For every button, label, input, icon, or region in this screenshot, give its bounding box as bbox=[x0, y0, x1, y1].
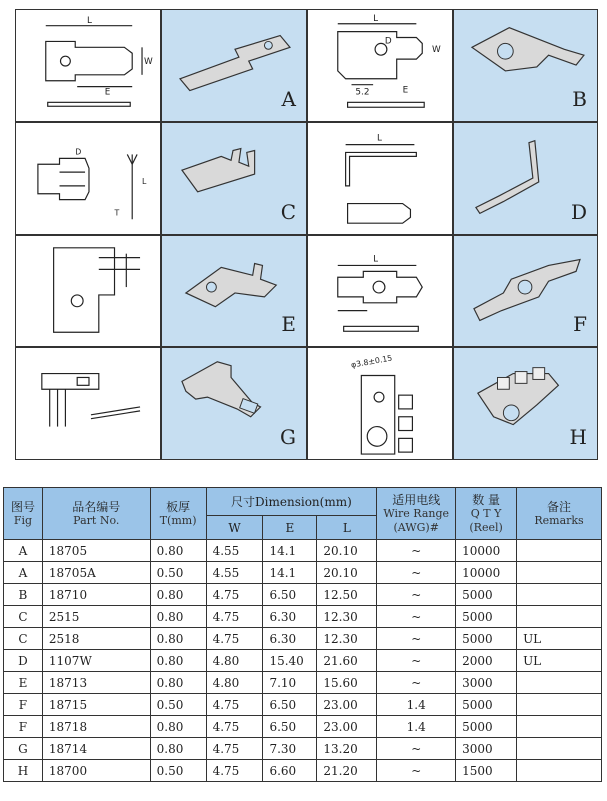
cell-qty: 5000 bbox=[456, 584, 517, 606]
cell-qty: 5000 bbox=[456, 628, 517, 650]
cell-e: 6.50 bbox=[263, 716, 317, 738]
table-row bbox=[4, 738, 602, 760]
cell-wire: ~ bbox=[377, 562, 456, 584]
photo-a bbox=[161, 9, 307, 122]
cell-l: 12.50 bbox=[317, 584, 377, 606]
cell-wire: ~ bbox=[377, 760, 456, 782]
drawing-g bbox=[15, 347, 161, 460]
cell-remarks bbox=[517, 540, 602, 562]
header-dimension: 尺寸Dimension(mm) bbox=[206, 488, 377, 516]
cell-w: 4.80 bbox=[206, 650, 263, 672]
cell-remarks bbox=[517, 760, 602, 782]
cell-part: 1107W bbox=[42, 650, 150, 672]
cell-w: 4.75 bbox=[206, 694, 263, 716]
cell-wire: ~ bbox=[377, 650, 456, 672]
figure-grid bbox=[15, 9, 598, 460]
cell-t: 0.80 bbox=[150, 584, 206, 606]
dim-label-hole: φ3.8±0.15 bbox=[350, 353, 393, 370]
dim-label-d-c: D bbox=[75, 147, 82, 157]
table-row bbox=[4, 628, 602, 650]
cell-remarks bbox=[517, 606, 602, 628]
cell-l: 23.00 bbox=[317, 694, 377, 716]
cell-t: 0.50 bbox=[150, 694, 206, 716]
cell-remarks bbox=[517, 694, 602, 716]
cell-qty: 5000 bbox=[456, 694, 517, 716]
drawing-d bbox=[307, 122, 453, 235]
header-fig: 图号 Fig bbox=[4, 488, 43, 540]
cell-t: 0.80 bbox=[150, 650, 206, 672]
cell-wire: ~ bbox=[377, 606, 456, 628]
figure-letter-e: E bbox=[281, 312, 296, 336]
cell-l: 21.20 bbox=[317, 760, 377, 782]
cell-w: 4.80 bbox=[206, 672, 263, 694]
drawing-e bbox=[15, 235, 161, 347]
cell-remarks bbox=[517, 584, 602, 606]
cell-fig: A bbox=[4, 562, 43, 584]
photo-e bbox=[161, 235, 307, 347]
cell-fig: D bbox=[4, 650, 43, 672]
cell-l: 21.60 bbox=[317, 650, 377, 672]
cell-remarks bbox=[517, 738, 602, 760]
cell-l: 20.10 bbox=[317, 562, 377, 584]
figure-letter-c: C bbox=[280, 200, 296, 224]
cell-t: 0.80 bbox=[150, 540, 206, 562]
cell-e: 14.1 bbox=[263, 562, 317, 584]
cell-t: 0.50 bbox=[150, 562, 206, 584]
cell-remarks bbox=[517, 562, 602, 584]
dim-label-l-d: L bbox=[377, 133, 382, 144]
cell-fig: A bbox=[4, 540, 43, 562]
cell-part: 18700 bbox=[42, 760, 150, 782]
figure-letter-d: D bbox=[570, 200, 587, 224]
cell-part: 18718 bbox=[42, 716, 150, 738]
cell-w: 4.75 bbox=[206, 606, 263, 628]
cell-remarks bbox=[517, 716, 602, 738]
drawing-b bbox=[307, 9, 453, 122]
figure-letter-b: B bbox=[572, 87, 587, 111]
table-row bbox=[4, 716, 602, 738]
table-row bbox=[4, 672, 602, 694]
cell-qty: 3000 bbox=[456, 672, 517, 694]
drawing-a bbox=[15, 9, 161, 122]
cell-l: 12.30 bbox=[317, 606, 377, 628]
photo-d bbox=[453, 122, 598, 235]
photo-b bbox=[453, 9, 598, 122]
cell-e: 15.40 bbox=[263, 650, 317, 672]
drawing-h bbox=[307, 347, 453, 460]
cell-w: 4.55 bbox=[206, 540, 263, 562]
cell-t: 0.50 bbox=[150, 760, 206, 782]
cell-e: 6.30 bbox=[263, 606, 317, 628]
cell-w: 4.75 bbox=[206, 584, 263, 606]
header-part-no: 品名编号 Part No. bbox=[42, 488, 150, 540]
photo-f bbox=[453, 235, 598, 347]
spec-table bbox=[3, 487, 602, 782]
cell-t: 0.80 bbox=[150, 716, 206, 738]
cell-e: 6.30 bbox=[263, 628, 317, 650]
header-qty: 数 量 Q T Y (Reel) bbox=[456, 488, 517, 540]
cell-e: 7.30 bbox=[263, 738, 317, 760]
photo-h bbox=[453, 347, 598, 460]
header-w: W bbox=[206, 516, 263, 540]
cell-l: 12.30 bbox=[317, 628, 377, 650]
cell-w: 4.75 bbox=[206, 760, 263, 782]
cell-fig: B bbox=[4, 584, 43, 606]
drawing-c bbox=[15, 122, 161, 235]
cell-part: 18705A bbox=[42, 562, 150, 584]
cell-w: 4.55 bbox=[206, 562, 263, 584]
cell-fig: E bbox=[4, 672, 43, 694]
cell-e: 6.50 bbox=[263, 694, 317, 716]
cell-e: 6.60 bbox=[263, 760, 317, 782]
cell-part: 18713 bbox=[42, 672, 150, 694]
cell-fig: F bbox=[4, 716, 43, 738]
cell-t: 0.80 bbox=[150, 628, 206, 650]
cell-qty: 5000 bbox=[456, 606, 517, 628]
figure-letter-g: G bbox=[280, 425, 296, 449]
photo-c bbox=[161, 122, 307, 235]
dim-label-52: 5.2 bbox=[355, 87, 370, 98]
cell-fig: G bbox=[4, 738, 43, 760]
cell-qty: 10000 bbox=[456, 540, 517, 562]
cell-part: 2515 bbox=[42, 606, 150, 628]
table-row bbox=[4, 606, 602, 628]
figure-letter-h: H bbox=[569, 425, 587, 449]
cell-remarks: UL bbox=[517, 628, 602, 650]
cell-l: 20.10 bbox=[317, 540, 377, 562]
cell-wire: ~ bbox=[377, 628, 456, 650]
cell-fig: C bbox=[4, 628, 43, 650]
cell-w: 4.75 bbox=[206, 716, 263, 738]
cell-t: 0.80 bbox=[150, 606, 206, 628]
cell-t: 0.80 bbox=[150, 738, 206, 760]
cell-part: 18715 bbox=[42, 694, 150, 716]
cell-w: 4.75 bbox=[206, 738, 263, 760]
dim-label-l-c: L bbox=[142, 176, 147, 186]
cell-wire: ~ bbox=[377, 672, 456, 694]
cell-qty: 5000 bbox=[456, 716, 517, 738]
dim-label-w-b: W bbox=[432, 45, 441, 56]
dim-label-t-c: T bbox=[114, 208, 120, 218]
cell-fig: H bbox=[4, 760, 43, 782]
cell-part: 18710 bbox=[42, 584, 150, 606]
table-row bbox=[4, 760, 602, 782]
header-wire-range: 适用电线 Wire Range (AWG)# bbox=[377, 488, 456, 540]
cell-l: 15.60 bbox=[317, 672, 377, 694]
figure-letter-f: F bbox=[573, 312, 587, 336]
cell-w: 4.75 bbox=[206, 628, 263, 650]
cell-wire: 1.4 bbox=[377, 694, 456, 716]
cell-part: 18705 bbox=[42, 540, 150, 562]
cell-fig: F bbox=[4, 694, 43, 716]
cell-e: 6.50 bbox=[263, 584, 317, 606]
cell-wire: 1.4 bbox=[377, 716, 456, 738]
header-thickness: 板厚 T(mm) bbox=[150, 488, 206, 540]
table-row bbox=[4, 562, 602, 584]
dim-label-e-b: E bbox=[402, 85, 409, 96]
drawing-f bbox=[307, 235, 453, 347]
dim-label-e: E bbox=[104, 87, 111, 98]
dim-label-l: L bbox=[87, 15, 92, 26]
cell-qty: 1500 bbox=[456, 760, 517, 782]
table-row bbox=[4, 584, 602, 606]
cell-remarks bbox=[517, 672, 602, 694]
dim-label-d: D bbox=[384, 36, 392, 47]
cell-qty: 10000 bbox=[456, 562, 517, 584]
cell-part: 2518 bbox=[42, 628, 150, 650]
cell-e: 14.1 bbox=[263, 540, 317, 562]
header-e: E bbox=[263, 516, 317, 540]
table-row bbox=[4, 650, 602, 672]
cell-qty: 2000 bbox=[456, 650, 517, 672]
cell-wire: ~ bbox=[377, 540, 456, 562]
table-row bbox=[4, 694, 602, 716]
dim-label-w: W bbox=[143, 57, 153, 68]
cell-part: 18714 bbox=[42, 738, 150, 760]
cell-wire: ~ bbox=[377, 584, 456, 606]
cell-qty: 3000 bbox=[456, 738, 517, 760]
cell-remarks: UL bbox=[517, 650, 602, 672]
cell-t: 0.80 bbox=[150, 672, 206, 694]
cell-l: 13.20 bbox=[317, 738, 377, 760]
cell-e: 7.10 bbox=[263, 672, 317, 694]
cell-wire: ~ bbox=[377, 738, 456, 760]
dim-label-l-b: L bbox=[373, 13, 379, 24]
figure-letter-a: A bbox=[281, 87, 296, 111]
table-row bbox=[4, 540, 602, 562]
header-remarks: 备注 Remarks bbox=[517, 488, 602, 540]
cell-fig: C bbox=[4, 606, 43, 628]
dim-label-l-f: L bbox=[373, 254, 379, 265]
header-l: L bbox=[317, 516, 377, 540]
photo-g bbox=[161, 347, 307, 460]
cell-l: 23.00 bbox=[317, 716, 377, 738]
